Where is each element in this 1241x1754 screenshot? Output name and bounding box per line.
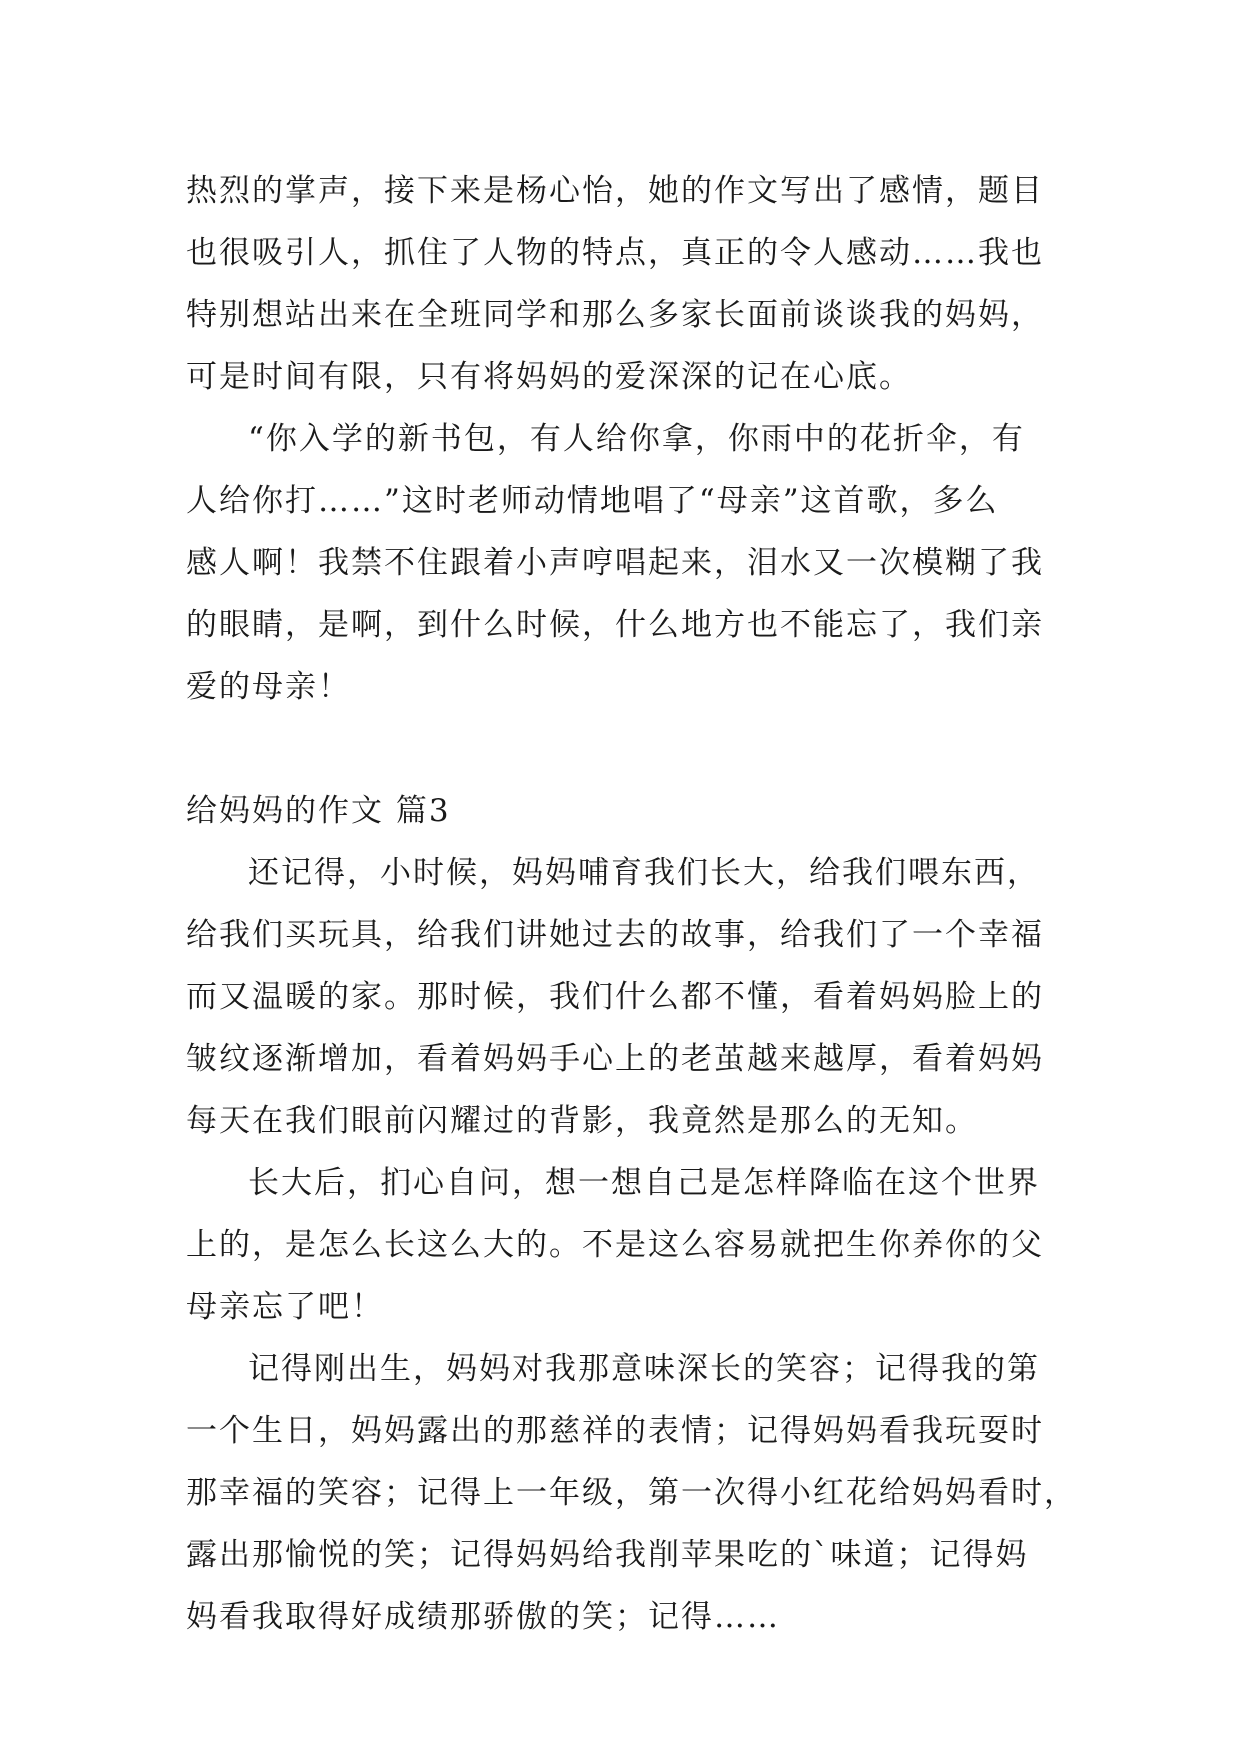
text-line: “你入学的新书包，有人给你拿，你雨中的花折伞，有 [248, 421, 1025, 457]
paragraph [186, 1152, 1066, 1338]
text-line: 也很吸引人，抓住了人物的特点，真正的令人感动……我也 [186, 235, 1044, 271]
text-line: 母亲忘了吧！ [186, 1289, 384, 1325]
text-line: 一个生日，妈妈露出的那慈祥的表情；记得妈妈看我玩耍时 [186, 1413, 1044, 1449]
text-line: 每天在我们眼前闪耀过的背影，我竟然是那么的无知。 [186, 1103, 978, 1139]
text-line: 露出那愉悦的笑；记得妈妈给我削苹果吃的`味道；记得妈 [186, 1537, 1029, 1573]
text-line: 给我们买玩具，给我们讲她过去的故事，给我们了一个幸福 [186, 917, 1044, 953]
text-line: 皱纹逐渐增加，看着妈妈手心上的老茧越来越厚，看着妈妈 [186, 1041, 1044, 1077]
blank-line [186, 718, 1066, 780]
section-heading: 给妈妈的作文 篇3 [186, 793, 451, 829]
document-body [186, 160, 1077, 1648]
paragraph [186, 1338, 1077, 1648]
text-line: 妈看我取得好成绩那骄傲的笑；记得…… [186, 1599, 780, 1635]
text-line: 感人啊！我禁不住跟着小声哼唱起来，泪水又一次模糊了我 [186, 545, 1044, 581]
paragraph [186, 160, 1066, 408]
text-line: 上的，是怎么长这么大的。不是这么容易就把生你养你的父 [186, 1227, 1044, 1263]
text-line: 长大后，扪心自问，想一想自己是怎样降临在这个世界 [248, 1165, 1040, 1201]
text-line: 还记得，小时候，妈妈哺育我们长大，给我们喂东西， [248, 855, 1040, 891]
paragraph [186, 408, 1066, 718]
text-line: 特别想站出来在全班同学和那么多家长面前谈谈我的妈妈， [186, 297, 1044, 333]
paragraph [186, 842, 1066, 1152]
text-line: 爱的母亲！ [186, 669, 351, 705]
text-line: 的眼睛，是啊，到什么时候，什么地方也不能忘了，我们亲 [186, 607, 1044, 643]
text-line: 那幸福的笑容；记得上一年级，第一次得小红花给妈妈看时， [186, 1475, 1077, 1511]
text-line: 可是时间有限，只有将妈妈的爱深深的记在心底。 [186, 359, 912, 395]
text-line: 人给你打……”这时老师动情地唱了“母亲”这首歌，多么 [186, 483, 999, 519]
text-line: 记得刚出生，妈妈对我那意味深长的笑容；记得我的第 [248, 1351, 1040, 1387]
text-line: 而又温暖的家。那时候，我们什么都不懂，看着妈妈脸上的 [186, 979, 1044, 1015]
text-line: 热烈的掌声，接下来是杨心怡，她的作文写出了感情，题目 [186, 173, 1044, 209]
